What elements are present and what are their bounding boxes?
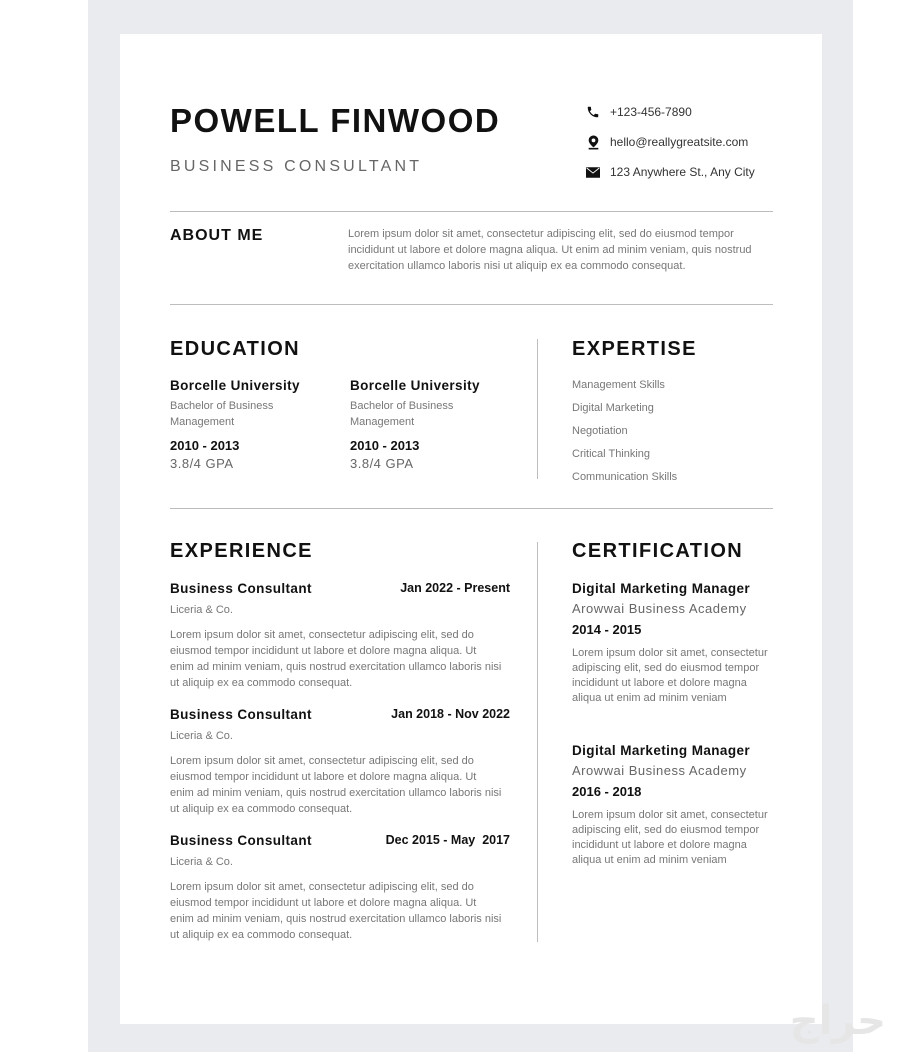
job-description bbox=[170, 753, 510, 817]
description-line: Lorem ipsum dolor sit amet, consectetur bbox=[572, 647, 768, 659]
certification-years: 2016 - 2018 bbox=[572, 784, 642, 799]
description-line: incididunt ut labore et dolore magna bbox=[572, 677, 747, 689]
description-line: aliqua ut enim ad minim veniam bbox=[572, 854, 727, 866]
company: Liceria & Co. bbox=[170, 604, 233, 616]
job-role: Business Consultant bbox=[170, 833, 312, 848]
expertise-item: Digital Marketing bbox=[572, 402, 654, 414]
phone-icon bbox=[585, 104, 601, 120]
about-line: exercitation ullamco laboris nisi ut aliquip ex ea commodo consequat. bbox=[348, 260, 686, 272]
degree: Bachelor of Business bbox=[170, 400, 274, 412]
job-role: Business Consultant bbox=[170, 581, 312, 596]
certification-org: Arowwai Business Academy bbox=[572, 601, 747, 616]
contact-address bbox=[585, 162, 755, 182]
expertise-item: Management Skills bbox=[572, 379, 665, 391]
expertise-item: Critical Thinking bbox=[572, 448, 651, 460]
certification-description bbox=[572, 808, 782, 868]
description-line: eiusmod tempor incididunt ut labore et dolore magna aliqua. Ut bbox=[170, 645, 477, 657]
certification-title: Digital Marketing Manager bbox=[572, 581, 751, 596]
description-line: incididunt ut labore et dolore magna bbox=[572, 839, 747, 851]
description-line: adipiscing elit, sed do eiusmod tempor bbox=[572, 824, 760, 836]
degree: Bachelor of Business bbox=[350, 400, 454, 412]
job-dates: Dec 2015 - May 2017 bbox=[385, 833, 510, 847]
description-line: ut aliquip ex ea commodo consequat. bbox=[170, 677, 353, 689]
description-line: ut aliquip ex ea commodo consequat. bbox=[170, 803, 353, 815]
gpa: 3.8/4 GPA bbox=[350, 456, 414, 471]
description-line: ut aliquip ex ea commodo consequat. bbox=[170, 929, 353, 941]
contact-phone bbox=[585, 102, 692, 122]
gpa: 3.8/4 GPA bbox=[170, 456, 234, 471]
envelope-icon bbox=[585, 164, 601, 180]
column-divider bbox=[537, 339, 538, 479]
education-years: 2010 - 2013 bbox=[170, 438, 240, 453]
contact-phone-text: +123-456-7890 bbox=[610, 105, 692, 119]
description-line: Lorem ipsum dolor sit amet, consectetur adipiscing elit, sed do bbox=[170, 629, 474, 641]
expertise-item: Communication Skills bbox=[572, 471, 678, 483]
expertise-heading: EXPERTISE bbox=[572, 338, 697, 360]
contact-address-text: 123 Anywhere St., Any City bbox=[610, 165, 755, 179]
school-name: Borcelle University bbox=[350, 378, 480, 393]
job-description bbox=[170, 879, 510, 943]
education-years: 2010 - 2013 bbox=[350, 438, 420, 453]
description-line: eiusmod tempor incididunt ut labore et dolore magna aliqua. Ut bbox=[170, 897, 477, 909]
location-pin-icon bbox=[585, 134, 601, 150]
certification-title: Digital Marketing Manager bbox=[572, 743, 751, 758]
about-text bbox=[348, 226, 778, 274]
divider bbox=[170, 304, 773, 305]
degree: Management bbox=[170, 416, 235, 428]
description-line: Lorem ipsum dolor sit amet, consectetur adipiscing elit, sed do bbox=[170, 881, 474, 893]
company: Liceria & Co. bbox=[170, 730, 233, 742]
job-description bbox=[170, 627, 510, 691]
certification-item bbox=[572, 581, 782, 706]
divider bbox=[170, 508, 773, 509]
divider bbox=[170, 211, 773, 212]
about-line: incididunt ut labore et dolore magna aliqua. Ut enim ad minim veniam, quis nostrud bbox=[348, 244, 752, 256]
description-line: aliqua ut enim ad minim veniam bbox=[572, 692, 727, 704]
contact-email-text: hello@reallygreatsite.com bbox=[610, 135, 749, 149]
certification-description bbox=[572, 646, 782, 706]
description-line: Lorem ipsum dolor sit amet, consectetur adipiscing elit, sed do bbox=[170, 755, 474, 767]
description-line: Lorem ipsum dolor sit amet, consectetur bbox=[572, 809, 768, 821]
education-item bbox=[170, 378, 340, 471]
candidate-name: POWELL FINWOOD bbox=[170, 102, 501, 139]
resume-page bbox=[120, 34, 822, 1024]
degree: Management bbox=[350, 416, 415, 428]
about-heading: ABOUT ME bbox=[170, 227, 264, 244]
education-heading: EDUCATION bbox=[170, 338, 301, 360]
experience-item bbox=[170, 707, 510, 817]
watermark-logo: حراج bbox=[789, 998, 886, 1044]
certification-item bbox=[572, 743, 782, 868]
certification-org: Arowwai Business Academy bbox=[572, 763, 747, 778]
certification-heading: CERTIFICATION bbox=[572, 540, 744, 562]
description-line: enim ad minim veniam, quis nostrud exercitation ullamco laboris nisi bbox=[170, 787, 502, 799]
description-line: eiusmod tempor incididunt ut labore et dolore magna aliqua. Ut bbox=[170, 771, 477, 783]
column-divider bbox=[537, 542, 538, 942]
description-line: adipiscing elit, sed do eiusmod tempor bbox=[572, 662, 760, 674]
contact-email bbox=[585, 132, 748, 152]
about-line: Lorem ipsum dolor sit amet, consectetur adipiscing elit, sed do eiusmod tempor bbox=[348, 228, 734, 240]
description-line: enim ad minim veniam, quis nostrud exercitation ullamco laboris nisi bbox=[170, 913, 502, 925]
description-line: enim ad minim veniam, quis nostrud exercitation ullamco laboris nisi bbox=[170, 661, 502, 673]
school-name: Borcelle University bbox=[170, 378, 300, 393]
education-item bbox=[350, 378, 520, 471]
experience-item bbox=[170, 581, 510, 691]
experience-heading: EXPERIENCE bbox=[170, 540, 313, 562]
job-dates: Jan 2022 - Present bbox=[400, 581, 510, 595]
expertise-item: Negotiation bbox=[572, 425, 628, 437]
job-role: Business Consultant bbox=[170, 707, 312, 722]
experience-item bbox=[170, 833, 510, 943]
job-dates: Jan 2018 - Nov 2022 bbox=[391, 707, 510, 721]
company: Liceria & Co. bbox=[170, 856, 233, 868]
certification-years: 2014 - 2015 bbox=[572, 622, 642, 637]
candidate-title: BUSINESS CONSULTANT bbox=[170, 158, 423, 175]
